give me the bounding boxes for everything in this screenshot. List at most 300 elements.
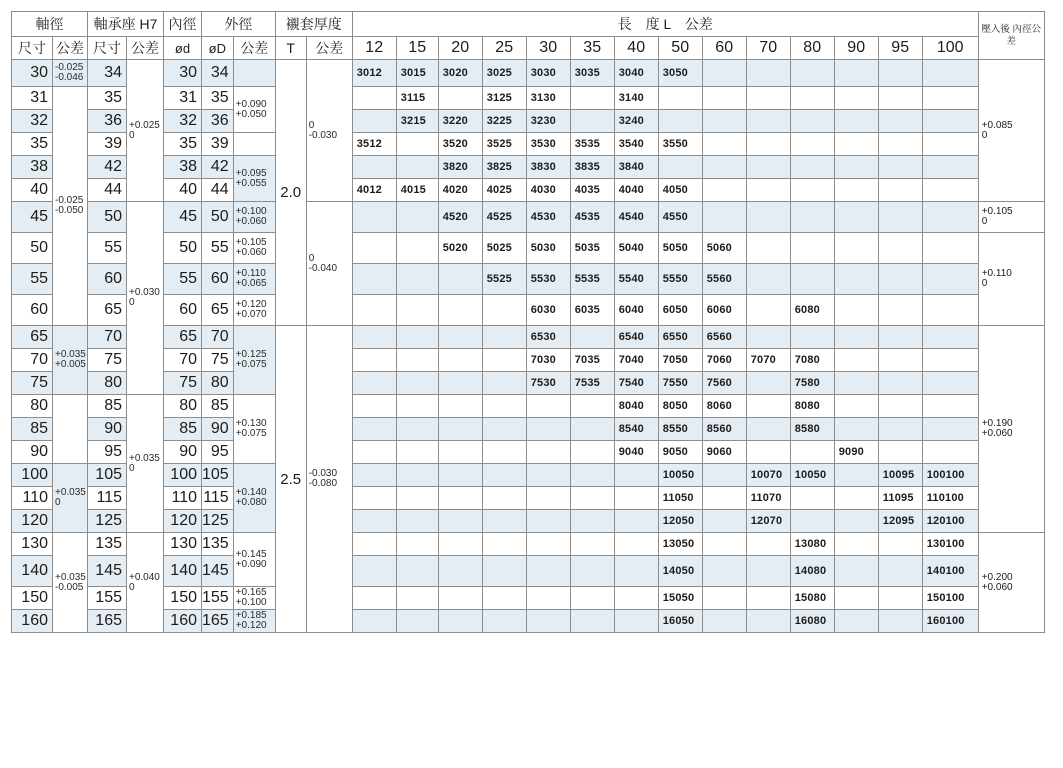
length-code-cell: 3520: [438, 133, 482, 156]
length-code-cell: [834, 202, 878, 233]
inner-diameter-cell: 38: [164, 156, 202, 179]
length-code-cell: 150100: [922, 587, 978, 610]
table-row: [12, 510, 1045, 533]
length-code-cell: [746, 264, 790, 295]
length-code-cell: [702, 179, 746, 202]
outer-diameter-cell: 145: [202, 556, 234, 587]
length-code-cell: [922, 60, 978, 87]
length-code-cell: 7530: [526, 372, 570, 395]
length-code-cell: 8080: [790, 395, 834, 418]
outer-diameter-cell: 80: [202, 372, 234, 395]
header-length-80: 80: [790, 37, 834, 60]
outer-diameter-cell: 35: [202, 87, 234, 110]
length-code-cell: [526, 487, 570, 510]
table-row: [12, 372, 1045, 395]
table-row: [12, 610, 1045, 633]
length-code-cell: [702, 156, 746, 179]
length-code-cell: 120100: [922, 510, 978, 533]
length-code-cell: 3140: [614, 87, 658, 110]
length-code-cell: 6030: [526, 295, 570, 326]
length-code-cell: [702, 60, 746, 87]
length-code-cell: 6060: [702, 295, 746, 326]
length-code-cell: 5035: [570, 233, 614, 264]
length-code-cell: [570, 395, 614, 418]
length-code-cell: [396, 372, 438, 395]
table-row: [12, 295, 1045, 326]
outer-tolerance-cell: +0.185 +0.120: [233, 610, 275, 633]
length-code-cell: [438, 610, 482, 633]
length-code-cell: [352, 587, 396, 610]
length-code-cell: [352, 464, 396, 487]
length-code-cell: 7040: [614, 349, 658, 372]
inner-diameter-cell: 150: [164, 587, 202, 610]
length-code-cell: [396, 610, 438, 633]
housing-size-cell: 50: [88, 202, 127, 233]
length-code-cell: [482, 510, 526, 533]
length-code-cell: [790, 233, 834, 264]
header-housing-size: 尺寸: [88, 37, 127, 60]
length-code-cell: 5560: [702, 264, 746, 295]
length-code-cell: [570, 487, 614, 510]
length-code-cell: [746, 395, 790, 418]
length-code-cell: [352, 418, 396, 441]
thickness-cell: 2.0: [275, 60, 306, 326]
header-thickness-tolerance: 公差: [306, 37, 352, 60]
length-code-cell: [834, 60, 878, 87]
length-code-cell: [570, 441, 614, 464]
length-code-cell: [746, 133, 790, 156]
shaft-size-cell: 110: [12, 487, 53, 510]
length-code-cell: [702, 587, 746, 610]
outer-tolerance-cell: +0.100 +0.060: [233, 202, 275, 233]
shaft-size-cell: 70: [12, 349, 53, 372]
length-code-cell: 3825: [482, 156, 526, 179]
length-code-cell: 8580: [790, 418, 834, 441]
inner-diameter-cell: 40: [164, 179, 202, 202]
length-code-cell: [396, 510, 438, 533]
length-code-cell: [922, 87, 978, 110]
length-code-cell: 160100: [922, 610, 978, 633]
length-code-cell: 4520: [438, 202, 482, 233]
length-code-cell: 7580: [790, 372, 834, 395]
length-code-cell: 4050: [658, 179, 702, 202]
length-code-cell: [746, 202, 790, 233]
length-code-cell: [352, 372, 396, 395]
length-code-cell: [482, 533, 526, 556]
length-code-cell: 3125: [482, 87, 526, 110]
header-shaft-diameter: 軸徑: [12, 12, 88, 37]
header-inner-diameter: 內徑: [164, 12, 202, 37]
length-code-cell: [396, 202, 438, 233]
spec-table-body: [12, 60, 1045, 633]
length-code-cell: [878, 295, 922, 326]
length-code-cell: 5025: [482, 233, 526, 264]
table-row: [12, 110, 1045, 133]
length-code-cell: 11070: [746, 487, 790, 510]
length-code-cell: 3115: [396, 87, 438, 110]
housing-size-cell: 90: [88, 418, 127, 441]
length-code-cell: [790, 487, 834, 510]
length-code-cell: [396, 487, 438, 510]
length-code-cell: 4020: [438, 179, 482, 202]
length-code-cell: [746, 110, 790, 133]
table-row: [12, 179, 1045, 202]
header-length-20: 20: [438, 37, 482, 60]
length-code-cell: [438, 510, 482, 533]
length-code-cell: 5550: [658, 264, 702, 295]
shaft-size-cell: 30: [12, 60, 53, 87]
length-code-cell: 5040: [614, 233, 658, 264]
length-code-cell: 3220: [438, 110, 482, 133]
length-code-cell: [352, 556, 396, 587]
length-code-cell: [878, 110, 922, 133]
length-code-cell: 3550: [658, 133, 702, 156]
header-length-30: 30: [526, 37, 570, 60]
length-code-cell: [438, 372, 482, 395]
inner-diameter-cell: 30: [164, 60, 202, 87]
length-code-cell: [702, 133, 746, 156]
length-code-cell: [396, 349, 438, 372]
length-code-cell: [438, 464, 482, 487]
length-code-cell: 3820: [438, 156, 482, 179]
length-code-cell: [352, 349, 396, 372]
length-code-cell: [570, 610, 614, 633]
housing-size-cell: 55: [88, 233, 127, 264]
bushing-spec-table: [11, 11, 1045, 633]
shaft-size-cell: 100: [12, 464, 53, 487]
table-row: [12, 441, 1045, 464]
table-row: [12, 533, 1045, 556]
length-code-cell: 3050: [658, 60, 702, 87]
length-code-cell: [658, 110, 702, 133]
length-code-cell: [790, 264, 834, 295]
length-code-cell: 13080: [790, 533, 834, 556]
length-code-cell: [746, 60, 790, 87]
length-code-cell: 6540: [614, 326, 658, 349]
length-code-cell: [614, 510, 658, 533]
length-code-cell: [438, 395, 482, 418]
length-code-cell: [396, 587, 438, 610]
header-length-35: 35: [570, 37, 614, 60]
shaft-size-cell: 38: [12, 156, 53, 179]
housing-tolerance-cell: +0.025 0: [127, 60, 164, 202]
length-code-cell: 3525: [482, 133, 526, 156]
length-code-cell: [878, 156, 922, 179]
inner-diameter-cell: 60: [164, 295, 202, 326]
length-code-cell: [834, 464, 878, 487]
length-code-cell: 8050: [658, 395, 702, 418]
length-code-cell: [878, 326, 922, 349]
table-row: [12, 487, 1045, 510]
housing-size-cell: 165: [88, 610, 127, 633]
length-code-cell: [352, 110, 396, 133]
length-code-cell: [570, 464, 614, 487]
header-bushing-thickness: 襯套厚度: [275, 12, 352, 37]
length-code-cell: [526, 418, 570, 441]
length-code-cell: [614, 533, 658, 556]
length-code-cell: 8560: [702, 418, 746, 441]
length-code-cell: [878, 233, 922, 264]
length-code-cell: 3035: [570, 60, 614, 87]
outer-tolerance-cell: +0.140 +0.080: [233, 464, 275, 533]
length-code-cell: [922, 156, 978, 179]
length-code-cell: [396, 418, 438, 441]
length-code-cell: [526, 587, 570, 610]
outer-diameter-cell: 44: [202, 179, 234, 202]
housing-size-cell: 135: [88, 533, 127, 556]
shaft-size-cell: 50: [12, 233, 53, 264]
table-row: [12, 156, 1045, 179]
length-code-cell: [834, 510, 878, 533]
outer-diameter-cell: 34: [202, 60, 234, 87]
inner-diameter-cell: 90: [164, 441, 202, 464]
outer-diameter-cell: 85: [202, 395, 234, 418]
length-code-cell: 7030: [526, 349, 570, 372]
length-code-cell: 15080: [790, 587, 834, 610]
length-code-cell: [658, 156, 702, 179]
length-code-cell: [482, 587, 526, 610]
length-code-cell: 3225: [482, 110, 526, 133]
inner-diameter-cell: 50: [164, 233, 202, 264]
outer-tolerance-cell: [233, 133, 275, 156]
length-code-cell: [834, 233, 878, 264]
length-code-cell: [438, 487, 482, 510]
length-code-cell: [790, 133, 834, 156]
outer-tolerance-cell: +0.090 +0.050: [233, 87, 275, 133]
length-code-cell: [614, 487, 658, 510]
length-code-cell: [396, 326, 438, 349]
length-code-cell: [746, 326, 790, 349]
outer-diameter-cell: 135: [202, 533, 234, 556]
length-code-cell: [702, 533, 746, 556]
table-row: [12, 60, 1045, 87]
length-code-cell: 10070: [746, 464, 790, 487]
length-code-cell: 5540: [614, 264, 658, 295]
shaft-tolerance-cell: +0.035 +0.005: [53, 326, 88, 395]
length-code-cell: [790, 110, 834, 133]
outer-tolerance-cell: +0.110 +0.065: [233, 264, 275, 295]
shaft-tolerance-cell: +0.035 -0.005: [53, 533, 88, 633]
shaft-tolerance-cell: [53, 395, 88, 464]
inner-diameter-cell: 32: [164, 110, 202, 133]
shaft-size-cell: 32: [12, 110, 53, 133]
length-code-cell: [482, 464, 526, 487]
length-code-cell: [922, 326, 978, 349]
length-code-cell: [834, 610, 878, 633]
outer-diameter-cell: 42: [202, 156, 234, 179]
housing-size-cell: 36: [88, 110, 127, 133]
length-code-cell: [396, 441, 438, 464]
length-code-cell: 12050: [658, 510, 702, 533]
length-code-cell: [526, 533, 570, 556]
length-code-cell: 4525: [482, 202, 526, 233]
length-code-cell: [922, 349, 978, 372]
housing-size-cell: 70: [88, 326, 127, 349]
outer-diameter-cell: 115: [202, 487, 234, 510]
length-code-cell: 9040: [614, 441, 658, 464]
length-code-cell: 4540: [614, 202, 658, 233]
length-code-cell: 7540: [614, 372, 658, 395]
housing-tolerance-cell: +0.030 0: [127, 202, 164, 395]
inner-diameter-cell: 80: [164, 395, 202, 418]
length-code-cell: [922, 179, 978, 202]
length-code-cell: 3230: [526, 110, 570, 133]
length-code-cell: 7080: [790, 349, 834, 372]
header-inner-d: ød: [164, 37, 202, 60]
length-code-cell: [746, 87, 790, 110]
outer-diameter-cell: 75: [202, 349, 234, 372]
length-code-cell: [922, 233, 978, 264]
length-code-cell: 3540: [614, 133, 658, 156]
thickness-cell: 2.5: [275, 326, 306, 633]
length-code-cell: [878, 418, 922, 441]
length-code-cell: 3030: [526, 60, 570, 87]
length-code-cell: [482, 372, 526, 395]
length-code-cell: [834, 487, 878, 510]
length-code-cell: [878, 87, 922, 110]
length-code-cell: 4550: [658, 202, 702, 233]
length-code-cell: 7550: [658, 372, 702, 395]
length-code-cell: [570, 110, 614, 133]
length-code-cell: 3512: [352, 133, 396, 156]
length-code-cell: [702, 110, 746, 133]
outer-diameter-cell: 105: [202, 464, 234, 487]
press-fit-tolerance-cell: +0.190 +0.060: [978, 326, 1044, 533]
shaft-tolerance-cell: -0.025 -0.046: [53, 60, 88, 87]
length-code-cell: [614, 610, 658, 633]
length-code-cell: [352, 87, 396, 110]
length-code-cell: 3830: [526, 156, 570, 179]
length-code-cell: 13050: [658, 533, 702, 556]
length-code-cell: 4535: [570, 202, 614, 233]
table-row: [12, 233, 1045, 264]
length-code-cell: [438, 349, 482, 372]
length-code-cell: [702, 487, 746, 510]
housing-size-cell: 155: [88, 587, 127, 610]
inner-diameter-cell: 140: [164, 556, 202, 587]
header-length-60: 60: [702, 37, 746, 60]
length-code-cell: [352, 156, 396, 179]
length-code-cell: 11050: [658, 487, 702, 510]
length-code-cell: [352, 295, 396, 326]
inner-diameter-cell: 75: [164, 372, 202, 395]
length-code-cell: [702, 202, 746, 233]
length-code-cell: 6040: [614, 295, 658, 326]
shaft-size-cell: 60: [12, 295, 53, 326]
length-code-cell: 6560: [702, 326, 746, 349]
length-code-cell: [482, 395, 526, 418]
length-code-cell: [790, 326, 834, 349]
housing-size-cell: 80: [88, 372, 127, 395]
length-code-cell: [834, 87, 878, 110]
inner-diameter-cell: 65: [164, 326, 202, 349]
length-code-cell: [396, 556, 438, 587]
length-code-cell: [790, 179, 834, 202]
length-code-cell: 16050: [658, 610, 702, 633]
length-code-cell: 6550: [658, 326, 702, 349]
length-code-cell: [746, 372, 790, 395]
housing-size-cell: 42: [88, 156, 127, 179]
length-code-cell: 3215: [396, 110, 438, 133]
shaft-size-cell: 130: [12, 533, 53, 556]
shaft-size-cell: 90: [12, 441, 53, 464]
length-code-cell: [396, 395, 438, 418]
outer-tolerance-cell: +0.130 +0.075: [233, 395, 275, 464]
length-code-cell: [396, 295, 438, 326]
outer-diameter-cell: 39: [202, 133, 234, 156]
length-code-cell: 3040: [614, 60, 658, 87]
length-code-cell: [922, 202, 978, 233]
length-code-cell: [746, 179, 790, 202]
length-code-cell: 6080: [790, 295, 834, 326]
press-fit-tolerance-cell: +0.200 +0.060: [978, 533, 1044, 633]
length-code-cell: [834, 133, 878, 156]
header-housing-h7: 軸承座 H7: [88, 12, 164, 37]
length-code-cell: [746, 233, 790, 264]
length-code-cell: [746, 610, 790, 633]
length-code-cell: 100100: [922, 464, 978, 487]
length-code-cell: [614, 587, 658, 610]
length-code-cell: [526, 556, 570, 587]
header-length-25: 25: [482, 37, 526, 60]
housing-tolerance-cell: +0.035 0: [127, 395, 164, 533]
length-code-cell: 7060: [702, 349, 746, 372]
length-code-cell: 7070: [746, 349, 790, 372]
outer-diameter-cell: 60: [202, 264, 234, 295]
length-code-cell: [746, 533, 790, 556]
length-code-cell: 3130: [526, 87, 570, 110]
housing-size-cell: 85: [88, 395, 127, 418]
length-code-cell: [526, 395, 570, 418]
length-code-cell: [878, 179, 922, 202]
housing-size-cell: 125: [88, 510, 127, 533]
housing-size-cell: 39: [88, 133, 127, 156]
length-code-cell: [746, 441, 790, 464]
header-length-12: 12: [352, 37, 396, 60]
length-code-cell: [482, 326, 526, 349]
length-code-cell: [834, 326, 878, 349]
outer-tolerance-cell: +0.145 +0.090: [233, 533, 275, 587]
length-code-cell: [746, 587, 790, 610]
length-code-cell: 5535: [570, 264, 614, 295]
table-row: [12, 133, 1045, 156]
outer-diameter-cell: 36: [202, 110, 234, 133]
length-code-cell: [834, 110, 878, 133]
length-code-cell: 3015: [396, 60, 438, 87]
header-outer-d: øD: [202, 37, 234, 60]
header-length-15: 15: [396, 37, 438, 60]
table-row: [12, 587, 1045, 610]
inner-diameter-cell: 130: [164, 533, 202, 556]
length-code-cell: [922, 395, 978, 418]
length-code-cell: [702, 510, 746, 533]
length-code-cell: [878, 610, 922, 633]
length-code-cell: [396, 264, 438, 295]
length-code-cell: [482, 487, 526, 510]
housing-size-cell: 145: [88, 556, 127, 587]
length-code-cell: [702, 464, 746, 487]
shaft-size-cell: 35: [12, 133, 53, 156]
length-code-cell: [922, 110, 978, 133]
shaft-size-cell: 45: [12, 202, 53, 233]
housing-size-cell: 34: [88, 60, 127, 87]
length-code-cell: [482, 418, 526, 441]
length-code-cell: 5060: [702, 233, 746, 264]
outer-tolerance-cell: +0.125 +0.075: [233, 326, 275, 395]
length-code-cell: [570, 418, 614, 441]
length-code-cell: [352, 610, 396, 633]
length-code-cell: [834, 179, 878, 202]
